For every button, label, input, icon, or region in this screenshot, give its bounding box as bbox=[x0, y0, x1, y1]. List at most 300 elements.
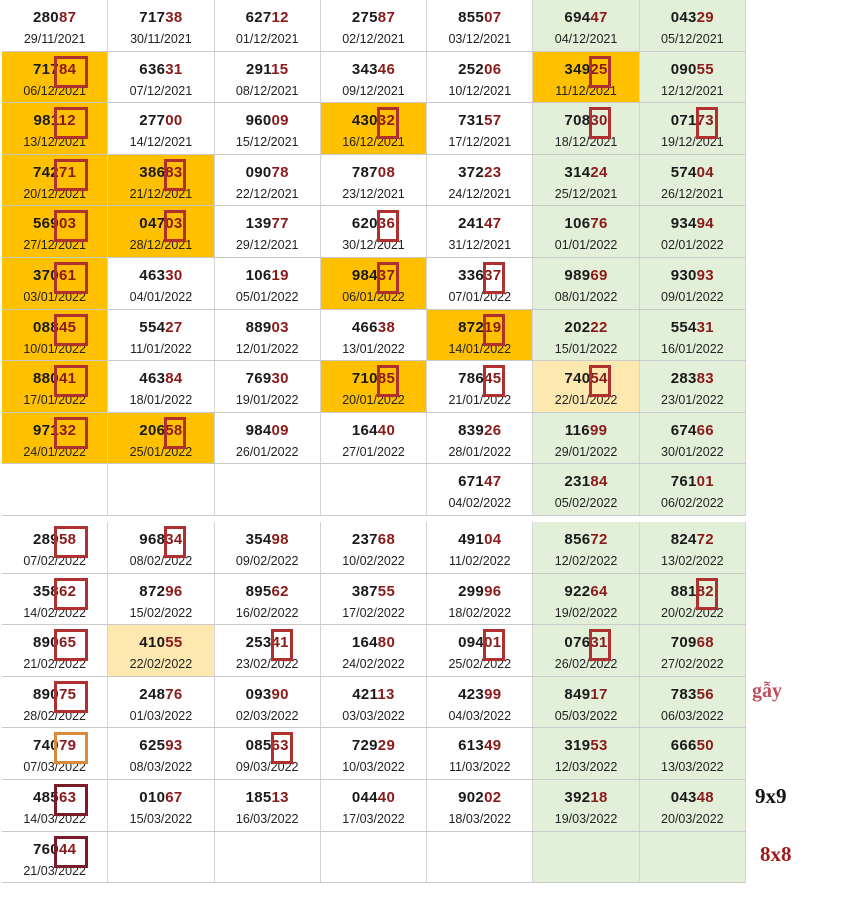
result-cell bbox=[533, 625, 639, 676]
result-date: 15/12/2021 bbox=[235, 135, 299, 150]
result-cell bbox=[108, 677, 214, 728]
result-cell bbox=[640, 206, 746, 257]
result-cell bbox=[427, 52, 533, 103]
result-number bbox=[427, 319, 532, 336]
result-cell bbox=[108, 832, 214, 883]
number-prefix: 314 bbox=[564, 163, 591, 181]
number-suffix: 22 bbox=[590, 318, 608, 336]
result-number bbox=[108, 370, 213, 387]
result-cell bbox=[533, 258, 639, 309]
number-suffix: 30 bbox=[165, 266, 183, 284]
result-number bbox=[108, 61, 213, 78]
result-number bbox=[427, 61, 532, 78]
marker-box bbox=[377, 262, 399, 294]
number-prefix: 880 bbox=[33, 370, 59, 388]
marker-box bbox=[271, 629, 293, 661]
number-suffix: 07 bbox=[484, 9, 502, 26]
result-date: 11/02/2022 bbox=[448, 553, 511, 568]
grid-row bbox=[2, 728, 746, 780]
number-suffix: 30 bbox=[271, 370, 289, 388]
number-prefix: 671 bbox=[458, 473, 485, 491]
result-number bbox=[640, 61, 745, 78]
number-prefix: 968 bbox=[139, 530, 166, 548]
result-number bbox=[321, 112, 426, 129]
result-number bbox=[533, 164, 638, 181]
grid-row bbox=[2, 522, 746, 574]
marker-box bbox=[54, 629, 88, 661]
result-number bbox=[533, 686, 638, 703]
number-prefix: 010 bbox=[139, 788, 166, 806]
number-prefix: 636 bbox=[139, 60, 166, 78]
result-date: 26/12/2021 bbox=[661, 186, 724, 201]
result-number bbox=[640, 531, 745, 548]
result-number bbox=[427, 473, 532, 490]
result-cell bbox=[321, 155, 427, 206]
result-number bbox=[321, 737, 426, 754]
number-prefix: 358 bbox=[33, 582, 59, 600]
result-cell bbox=[321, 361, 427, 412]
result-cell bbox=[533, 832, 639, 883]
result-date: 14/01/2022 bbox=[448, 341, 512, 356]
result-cell bbox=[533, 103, 639, 154]
number-prefix: 094 bbox=[458, 634, 485, 652]
result-number bbox=[321, 164, 426, 181]
number-prefix: 569 bbox=[33, 215, 59, 233]
result-date: 16/01/2022 bbox=[661, 341, 724, 356]
result-cell bbox=[427, 728, 533, 779]
result-cell bbox=[533, 206, 639, 257]
result-number bbox=[215, 370, 320, 387]
number-prefix: 253 bbox=[245, 634, 272, 652]
result-cell bbox=[321, 52, 427, 103]
result-number bbox=[108, 9, 213, 26]
result-date: 22/01/2022 bbox=[554, 393, 618, 408]
number-suffix: 40 bbox=[377, 788, 396, 806]
result-date: 18/12/2021 bbox=[554, 135, 618, 150]
result-number bbox=[640, 583, 745, 600]
result-cell bbox=[533, 464, 639, 515]
number-suffix: 47 bbox=[484, 473, 502, 491]
number-suffix: 47 bbox=[590, 9, 608, 26]
grid-row bbox=[2, 361, 746, 413]
result-cell bbox=[108, 625, 214, 676]
result-number bbox=[215, 61, 320, 78]
result-date: 04/02/2022 bbox=[448, 496, 512, 511]
result-cell bbox=[321, 103, 427, 154]
result-number bbox=[533, 370, 638, 387]
result-number bbox=[640, 9, 745, 26]
result-cell bbox=[215, 0, 321, 51]
number-prefix: 902 bbox=[458, 788, 485, 806]
number-suffix: 41 bbox=[271, 634, 289, 652]
result-cell bbox=[215, 258, 321, 309]
result-number bbox=[427, 9, 532, 26]
grid-row bbox=[2, 464, 746, 516]
result-number bbox=[215, 531, 320, 548]
result-number bbox=[108, 531, 213, 548]
number-suffix: 36 bbox=[377, 215, 396, 233]
number-prefix: 709 bbox=[670, 634, 697, 652]
result-date: 09/02/2022 bbox=[235, 553, 299, 568]
marker-box bbox=[377, 210, 399, 242]
number-prefix: 666 bbox=[670, 737, 697, 755]
result-cell bbox=[533, 155, 639, 206]
result-date: 10/03/2022 bbox=[342, 760, 405, 775]
number-suffix: 69 bbox=[590, 266, 608, 284]
result-date: 08/02/2022 bbox=[129, 553, 193, 568]
number-suffix: 15 bbox=[271, 60, 289, 78]
result-cell bbox=[2, 728, 108, 779]
number-suffix: 68 bbox=[377, 530, 396, 548]
marker-box bbox=[164, 210, 186, 242]
number-prefix: 786 bbox=[458, 370, 485, 388]
number-suffix: 76 bbox=[590, 215, 608, 233]
result-number bbox=[427, 370, 532, 387]
result-number bbox=[533, 267, 638, 284]
result-cell bbox=[108, 522, 214, 573]
result-date: 27/12/2021 bbox=[23, 238, 86, 253]
result-cell bbox=[321, 728, 427, 779]
number-prefix: 093 bbox=[245, 685, 272, 703]
number-prefix: 984 bbox=[351, 266, 378, 284]
result-cell bbox=[108, 0, 214, 51]
result-cell bbox=[2, 258, 108, 309]
result-date: 16/03/2022 bbox=[235, 811, 299, 826]
number-prefix: 717 bbox=[33, 60, 59, 78]
result-date: 03/01/2022 bbox=[23, 289, 86, 304]
result-cell bbox=[640, 310, 746, 361]
number-suffix: 93 bbox=[696, 266, 714, 284]
result-cell bbox=[640, 522, 746, 573]
result-number bbox=[640, 634, 745, 651]
result-date: 24/02/2022 bbox=[342, 657, 405, 672]
result-number bbox=[533, 319, 638, 336]
number-prefix: 989 bbox=[564, 266, 591, 284]
number-suffix: 65 bbox=[58, 634, 77, 652]
number-suffix: 62 bbox=[271, 582, 289, 600]
result-number bbox=[427, 686, 532, 703]
result-cell bbox=[108, 728, 214, 779]
result-date: 21/02/2022 bbox=[23, 657, 86, 672]
result-number bbox=[321, 789, 426, 806]
result-number bbox=[640, 267, 745, 284]
result-cell bbox=[108, 361, 214, 412]
result-date: 13/12/2021 bbox=[23, 135, 86, 150]
result-date: 04/12/2021 bbox=[554, 32, 618, 46]
number-suffix: 72 bbox=[590, 530, 608, 548]
result-number bbox=[321, 319, 426, 336]
result-date: 14/03/2022 bbox=[23, 811, 86, 826]
result-cell bbox=[321, 625, 427, 676]
result-date: 26/02/2022 bbox=[554, 657, 618, 672]
number-prefix: 283 bbox=[670, 370, 697, 388]
result-date: 01/12/2021 bbox=[235, 32, 299, 46]
result-number bbox=[427, 422, 532, 439]
result-date: 07/02/2022 bbox=[23, 553, 86, 568]
number-prefix: 319 bbox=[564, 737, 591, 755]
result-cell bbox=[215, 413, 321, 464]
number-prefix: 824 bbox=[670, 530, 697, 548]
number-prefix: 895 bbox=[245, 582, 272, 600]
number-prefix: 289 bbox=[33, 530, 59, 548]
grid-row bbox=[2, 52, 746, 104]
number-prefix: 349 bbox=[564, 60, 591, 78]
number-prefix: 088 bbox=[33, 318, 59, 336]
number-prefix: 740 bbox=[33, 737, 59, 755]
result-cell bbox=[215, 155, 321, 206]
number-suffix: 29 bbox=[696, 9, 714, 26]
number-suffix: 53 bbox=[590, 737, 608, 755]
number-prefix: 043 bbox=[670, 788, 697, 806]
marker-box bbox=[483, 629, 505, 661]
number-suffix: 49 bbox=[484, 737, 502, 755]
result-number bbox=[215, 583, 320, 600]
result-date: 10/02/2022 bbox=[342, 553, 405, 568]
result-date: 19/12/2021 bbox=[661, 135, 724, 150]
number-suffix: 09 bbox=[271, 112, 289, 130]
number-suffix: 84 bbox=[590, 473, 608, 491]
number-prefix: 761 bbox=[670, 473, 697, 491]
number-prefix: 336 bbox=[458, 266, 485, 284]
result-date: 18/01/2022 bbox=[129, 393, 193, 408]
result-cell bbox=[640, 728, 746, 779]
number-prefix: 708 bbox=[564, 112, 591, 130]
grid-row bbox=[2, 832, 746, 884]
result-cell bbox=[2, 155, 108, 206]
result-cell bbox=[2, 103, 108, 154]
marker-box bbox=[483, 314, 505, 346]
number-suffix: 84 bbox=[58, 60, 77, 78]
marker-box bbox=[483, 262, 505, 294]
result-cell bbox=[108, 52, 214, 103]
number-prefix: 410 bbox=[139, 634, 166, 652]
number-suffix: 27 bbox=[165, 318, 183, 336]
number-prefix: 387 bbox=[351, 582, 378, 600]
number-prefix: 740 bbox=[564, 370, 591, 388]
result-number bbox=[533, 9, 638, 26]
number-suffix: 75 bbox=[58, 685, 77, 703]
result-cell bbox=[427, 0, 533, 51]
result-cell bbox=[640, 677, 746, 728]
number-prefix: 769 bbox=[245, 370, 272, 388]
result-number bbox=[321, 370, 426, 387]
number-prefix: 856 bbox=[564, 530, 591, 548]
result-cell bbox=[427, 206, 533, 257]
number-prefix: 717 bbox=[139, 9, 166, 26]
number-suffix: 98 bbox=[271, 530, 289, 548]
number-prefix: 463 bbox=[139, 266, 166, 284]
number-suffix: 32 bbox=[377, 112, 396, 130]
result-cell bbox=[640, 625, 746, 676]
marker-box bbox=[696, 578, 718, 610]
result-cell bbox=[533, 52, 639, 103]
number-suffix: 72 bbox=[696, 530, 714, 548]
result-date: 06/01/2022 bbox=[342, 289, 405, 304]
marker-box bbox=[54, 314, 88, 346]
result-cell bbox=[321, 0, 427, 51]
note-8x8: 8x8 bbox=[760, 842, 792, 866]
marker-box bbox=[54, 210, 88, 242]
result-cell bbox=[215, 832, 321, 883]
number-suffix: 13 bbox=[377, 685, 395, 703]
result-number bbox=[108, 583, 213, 600]
number-prefix: 248 bbox=[139, 685, 166, 703]
result-date: 10/12/2021 bbox=[448, 83, 512, 98]
number-suffix: 25 bbox=[590, 60, 608, 78]
result-cell bbox=[215, 728, 321, 779]
marker-box bbox=[483, 365, 505, 397]
number-prefix: 491 bbox=[458, 530, 485, 548]
result-cell bbox=[108, 103, 214, 154]
number-prefix: 071 bbox=[670, 112, 697, 130]
result-cell bbox=[321, 206, 427, 257]
result-date: 07/12/2021 bbox=[129, 83, 193, 98]
result-number bbox=[533, 634, 638, 651]
number-prefix: 237 bbox=[351, 530, 378, 548]
number-suffix: 19 bbox=[271, 266, 289, 284]
number-prefix: 430 bbox=[351, 112, 378, 130]
number-prefix: 392 bbox=[564, 788, 591, 806]
grid-row bbox=[2, 258, 746, 310]
marker-box bbox=[164, 526, 186, 558]
results-grid bbox=[2, 0, 746, 883]
result-date: 17/01/2022 bbox=[23, 393, 86, 408]
number-prefix: 485 bbox=[33, 788, 59, 806]
result-date: 20/01/2022 bbox=[342, 393, 405, 408]
number-suffix: 62 bbox=[58, 582, 77, 600]
result-cell bbox=[2, 625, 108, 676]
number-suffix: 13 bbox=[271, 788, 289, 806]
result-date: 06/12/2021 bbox=[23, 83, 86, 98]
result-cell bbox=[640, 574, 746, 625]
number-prefix: 291 bbox=[246, 60, 272, 78]
result-date: 16/12/2021 bbox=[342, 135, 405, 150]
number-suffix: 80 bbox=[377, 634, 396, 652]
number-prefix: 574 bbox=[670, 163, 697, 181]
grid-row bbox=[2, 206, 746, 258]
marker-box bbox=[54, 526, 88, 558]
number-suffix: 32 bbox=[58, 421, 77, 439]
number-suffix: 94 bbox=[696, 215, 714, 233]
number-suffix: 71 bbox=[58, 163, 77, 181]
result-date: 05/03/2022 bbox=[554, 708, 618, 723]
result-date: 10/01/2022 bbox=[23, 341, 86, 356]
result-cell bbox=[108, 310, 214, 361]
number-suffix: 31 bbox=[165, 60, 183, 78]
result-date: 27/02/2022 bbox=[661, 657, 724, 672]
result-number bbox=[108, 319, 213, 336]
grid-row bbox=[2, 574, 746, 626]
result-number bbox=[321, 531, 426, 548]
number-suffix: 38 bbox=[165, 9, 183, 26]
marker-box bbox=[696, 107, 718, 139]
number-prefix: 742 bbox=[33, 163, 59, 181]
result-number bbox=[321, 267, 426, 284]
number-suffix: 54 bbox=[590, 370, 608, 388]
number-prefix: 275 bbox=[351, 9, 378, 26]
number-suffix: 01 bbox=[484, 634, 502, 652]
number-suffix: 58 bbox=[165, 421, 183, 439]
result-number bbox=[321, 61, 426, 78]
number-prefix: 372 bbox=[458, 163, 485, 181]
marker-box bbox=[164, 417, 186, 449]
result-date: 12/02/2022 bbox=[554, 553, 618, 568]
grid-row bbox=[2, 155, 746, 207]
marker-box bbox=[54, 56, 88, 88]
result-date: 21/03/2022 bbox=[23, 863, 86, 878]
result-cell bbox=[215, 677, 321, 728]
marker-box bbox=[54, 159, 88, 191]
number-suffix: 40 bbox=[377, 421, 396, 439]
result-cell bbox=[2, 361, 108, 412]
result-date: 20/03/2022 bbox=[661, 811, 724, 826]
number-suffix: 31 bbox=[696, 318, 714, 336]
result-number bbox=[215, 789, 320, 806]
result-date: 30/11/2021 bbox=[130, 32, 192, 46]
result-cell bbox=[215, 361, 321, 412]
result-number bbox=[108, 164, 213, 181]
result-cell bbox=[215, 52, 321, 103]
number-suffix: 77 bbox=[271, 215, 289, 233]
result-date: 19/02/2022 bbox=[554, 605, 618, 620]
result-number bbox=[640, 215, 745, 232]
result-number bbox=[427, 112, 532, 129]
result-cell bbox=[321, 258, 427, 309]
result-cell bbox=[215, 780, 321, 831]
result-number bbox=[321, 583, 426, 600]
number-prefix: 627 bbox=[245, 9, 272, 26]
marker-box bbox=[377, 107, 399, 139]
number-prefix: 106 bbox=[564, 215, 591, 233]
number-suffix: 23 bbox=[484, 163, 502, 181]
marker-box bbox=[54, 578, 88, 610]
result-date: 18/02/2022 bbox=[448, 605, 512, 620]
result-cell bbox=[533, 780, 639, 831]
result-cell bbox=[533, 361, 639, 412]
result-date: 24/01/2022 bbox=[23, 444, 86, 459]
result-cell bbox=[640, 0, 746, 51]
number-prefix: 386 bbox=[139, 163, 166, 181]
result-cell bbox=[321, 413, 427, 464]
number-suffix: 93 bbox=[165, 737, 183, 755]
result-cell bbox=[108, 574, 214, 625]
result-number bbox=[640, 789, 745, 806]
marker-box bbox=[54, 107, 88, 139]
result-date: 08/01/2022 bbox=[554, 289, 618, 304]
result-date: 22/02/2022 bbox=[129, 657, 193, 672]
result-number bbox=[108, 634, 213, 651]
number-prefix: 047 bbox=[139, 215, 166, 233]
number-suffix: 55 bbox=[165, 634, 183, 652]
number-suffix: 50 bbox=[696, 737, 714, 755]
marker-box bbox=[589, 107, 611, 139]
result-cell bbox=[427, 574, 533, 625]
number-suffix: 06 bbox=[484, 60, 502, 78]
result-date: 14/02/2022 bbox=[23, 605, 86, 620]
number-suffix: 99 bbox=[484, 685, 502, 703]
result-date: 07/01/2022 bbox=[448, 289, 512, 304]
number-suffix: 46 bbox=[377, 60, 396, 78]
number-prefix: 984 bbox=[245, 421, 272, 439]
marker-box bbox=[54, 681, 88, 713]
result-number bbox=[427, 531, 532, 548]
result-number bbox=[321, 634, 426, 651]
result-cell bbox=[2, 206, 108, 257]
result-cell bbox=[321, 832, 427, 883]
result-number bbox=[108, 422, 213, 439]
number-prefix: 760 bbox=[33, 840, 59, 858]
result-date: 05/01/2022 bbox=[235, 289, 299, 304]
